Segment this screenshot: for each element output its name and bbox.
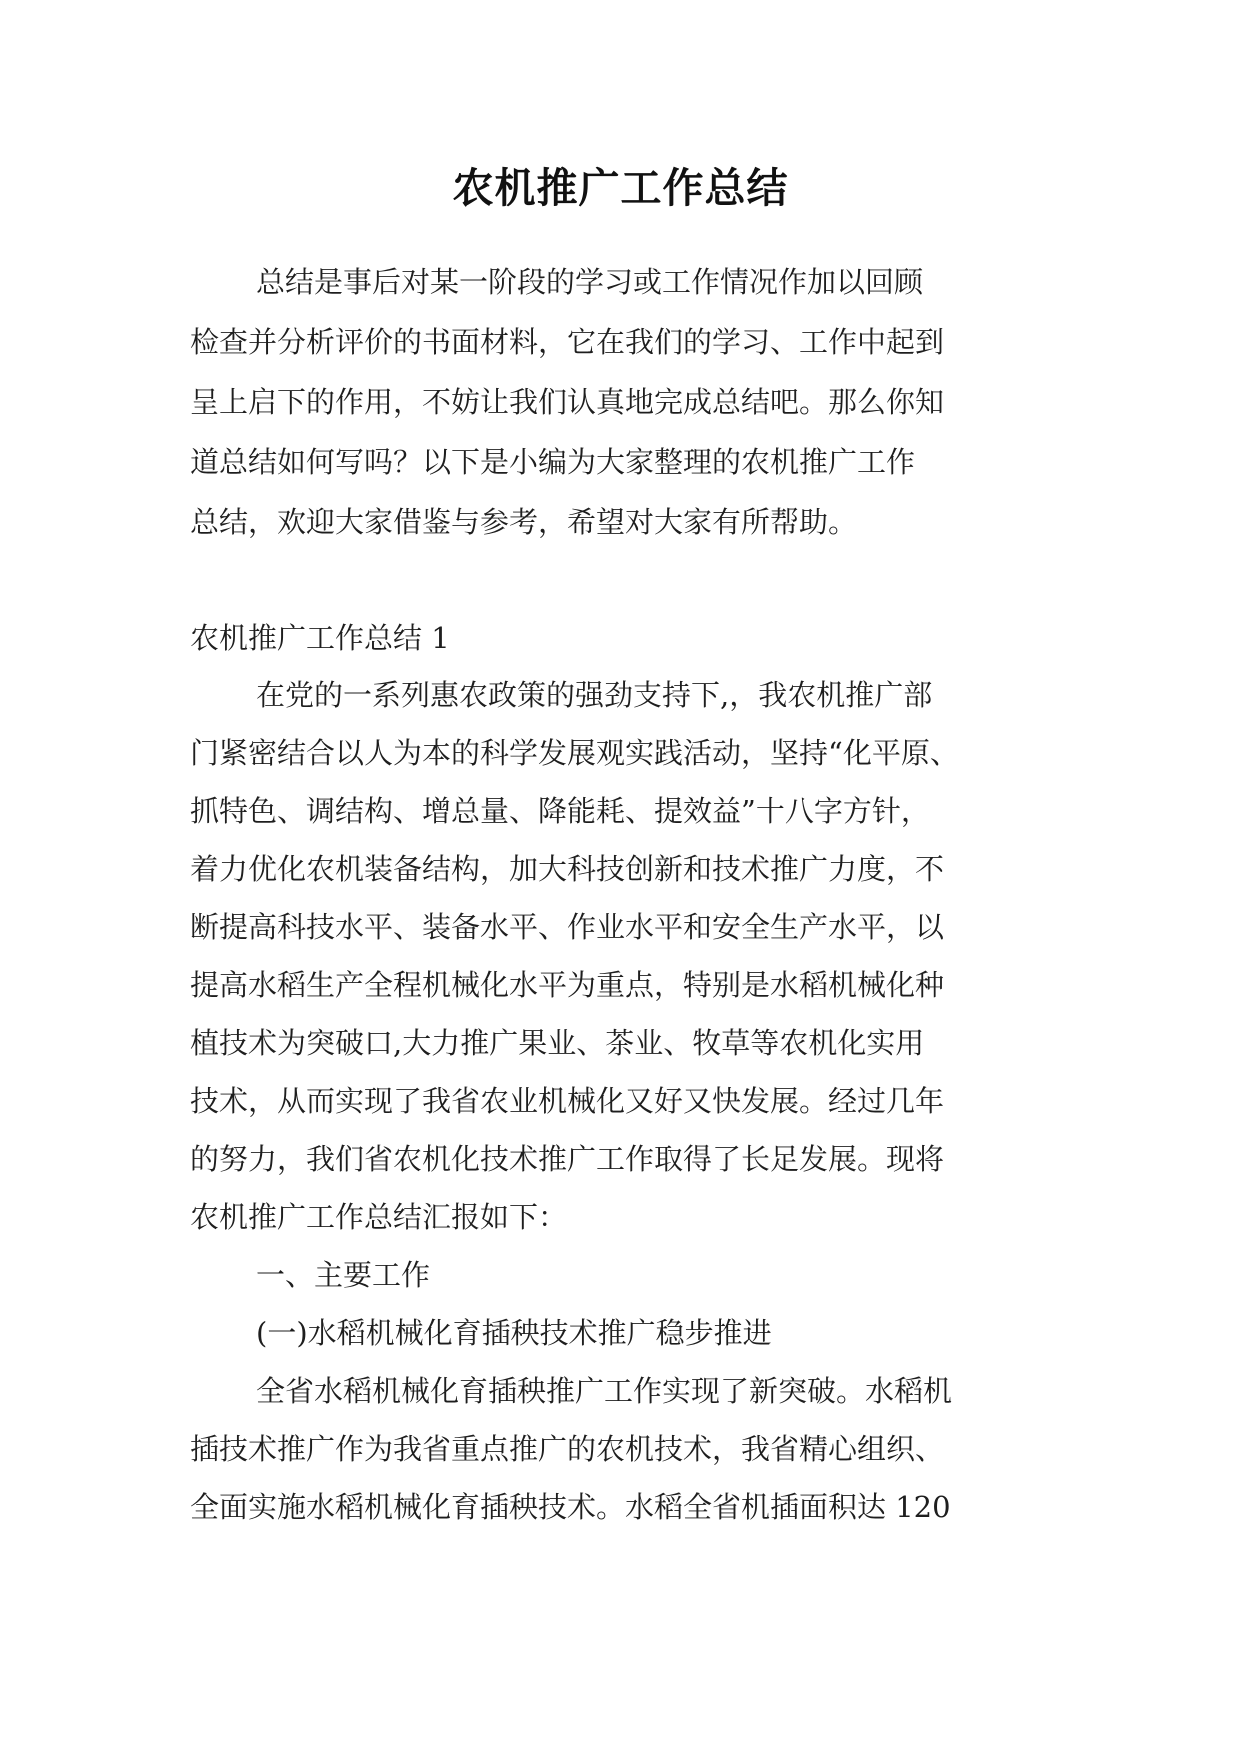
paragraph2-line-1: 全省水稻机械化育插秧推广工作实现了新突破。水稻机 bbox=[256, 1374, 953, 1408]
paragraph2-line-3: 全面实施水稻机械化育插秧技术。水稻全省机插面积达 120 bbox=[190, 1490, 951, 1524]
paragraph1-line-6: 提高水稻生产全程机械化水平为重点，特别是水稻机械化种 bbox=[190, 968, 945, 1002]
paragraph1-line-7: 植技术为突破口,大力推广果业、茶业、牧草等农机化实用 bbox=[190, 1026, 925, 1060]
intro-line-4: 道总结如何写吗？以下是小编为大家整理的农机推广工作 bbox=[190, 445, 916, 479]
paragraph1-line-9: 的努力，我们省农机化技术推广工作取得了长足发展。现将 bbox=[190, 1142, 945, 1176]
subheading-rice-transplanting: (一)水稻机械化育插秧技术推广稳步推进 bbox=[256, 1316, 772, 1350]
paragraph2-line-2: 插技术推广作为我省重点推广的农机技术，我省精心组织、 bbox=[190, 1432, 945, 1466]
document-title: 农机推广工作总结 bbox=[452, 164, 789, 212]
subheading-main-work: 一、主要工作 bbox=[256, 1258, 431, 1292]
paragraph1-line-5: 断提高科技水平、装备水平、作业水平和安全生产水平，以 bbox=[190, 910, 945, 944]
paragraph1-line-1: 在党的一系列惠农政策的强劲支持下,，我农机推广部 bbox=[256, 678, 933, 712]
paragraph1-line-4: 着力优化农机装备结构，加大科技创新和技术推广力度，不 bbox=[190, 852, 945, 886]
paragraph1-line-2: 门紧密结合以人为本的科学发展观实践活动，坚持“化平原、 bbox=[190, 736, 959, 770]
paragraph1-line-8: 技术，从而实现了我省农业机械化又好又快发展。经过几年 bbox=[190, 1084, 945, 1118]
paragraph1-line-10: 农机推广工作总结汇报如下： bbox=[190, 1200, 568, 1234]
paragraph1-line-3: 抓特色、调结构、增总量、降能耗、提效益”十八字方针， bbox=[190, 794, 930, 828]
intro-line-5: 总结，欢迎大家借鉴与参考，希望对大家有所帮助。 bbox=[190, 505, 858, 539]
intro-line-1: 总结是事后对某一阶段的学习或工作情况作加以回顾 bbox=[256, 265, 924, 299]
intro-line-3: 呈上启下的作用，不妨让我们认真地完成总结吧。那么你知 bbox=[190, 385, 945, 419]
intro-line-2: 检查并分析评价的书面材料，它在我们的学习、工作中起到 bbox=[190, 325, 945, 359]
section-heading: 农机推广工作总结 1 bbox=[190, 621, 450, 655]
